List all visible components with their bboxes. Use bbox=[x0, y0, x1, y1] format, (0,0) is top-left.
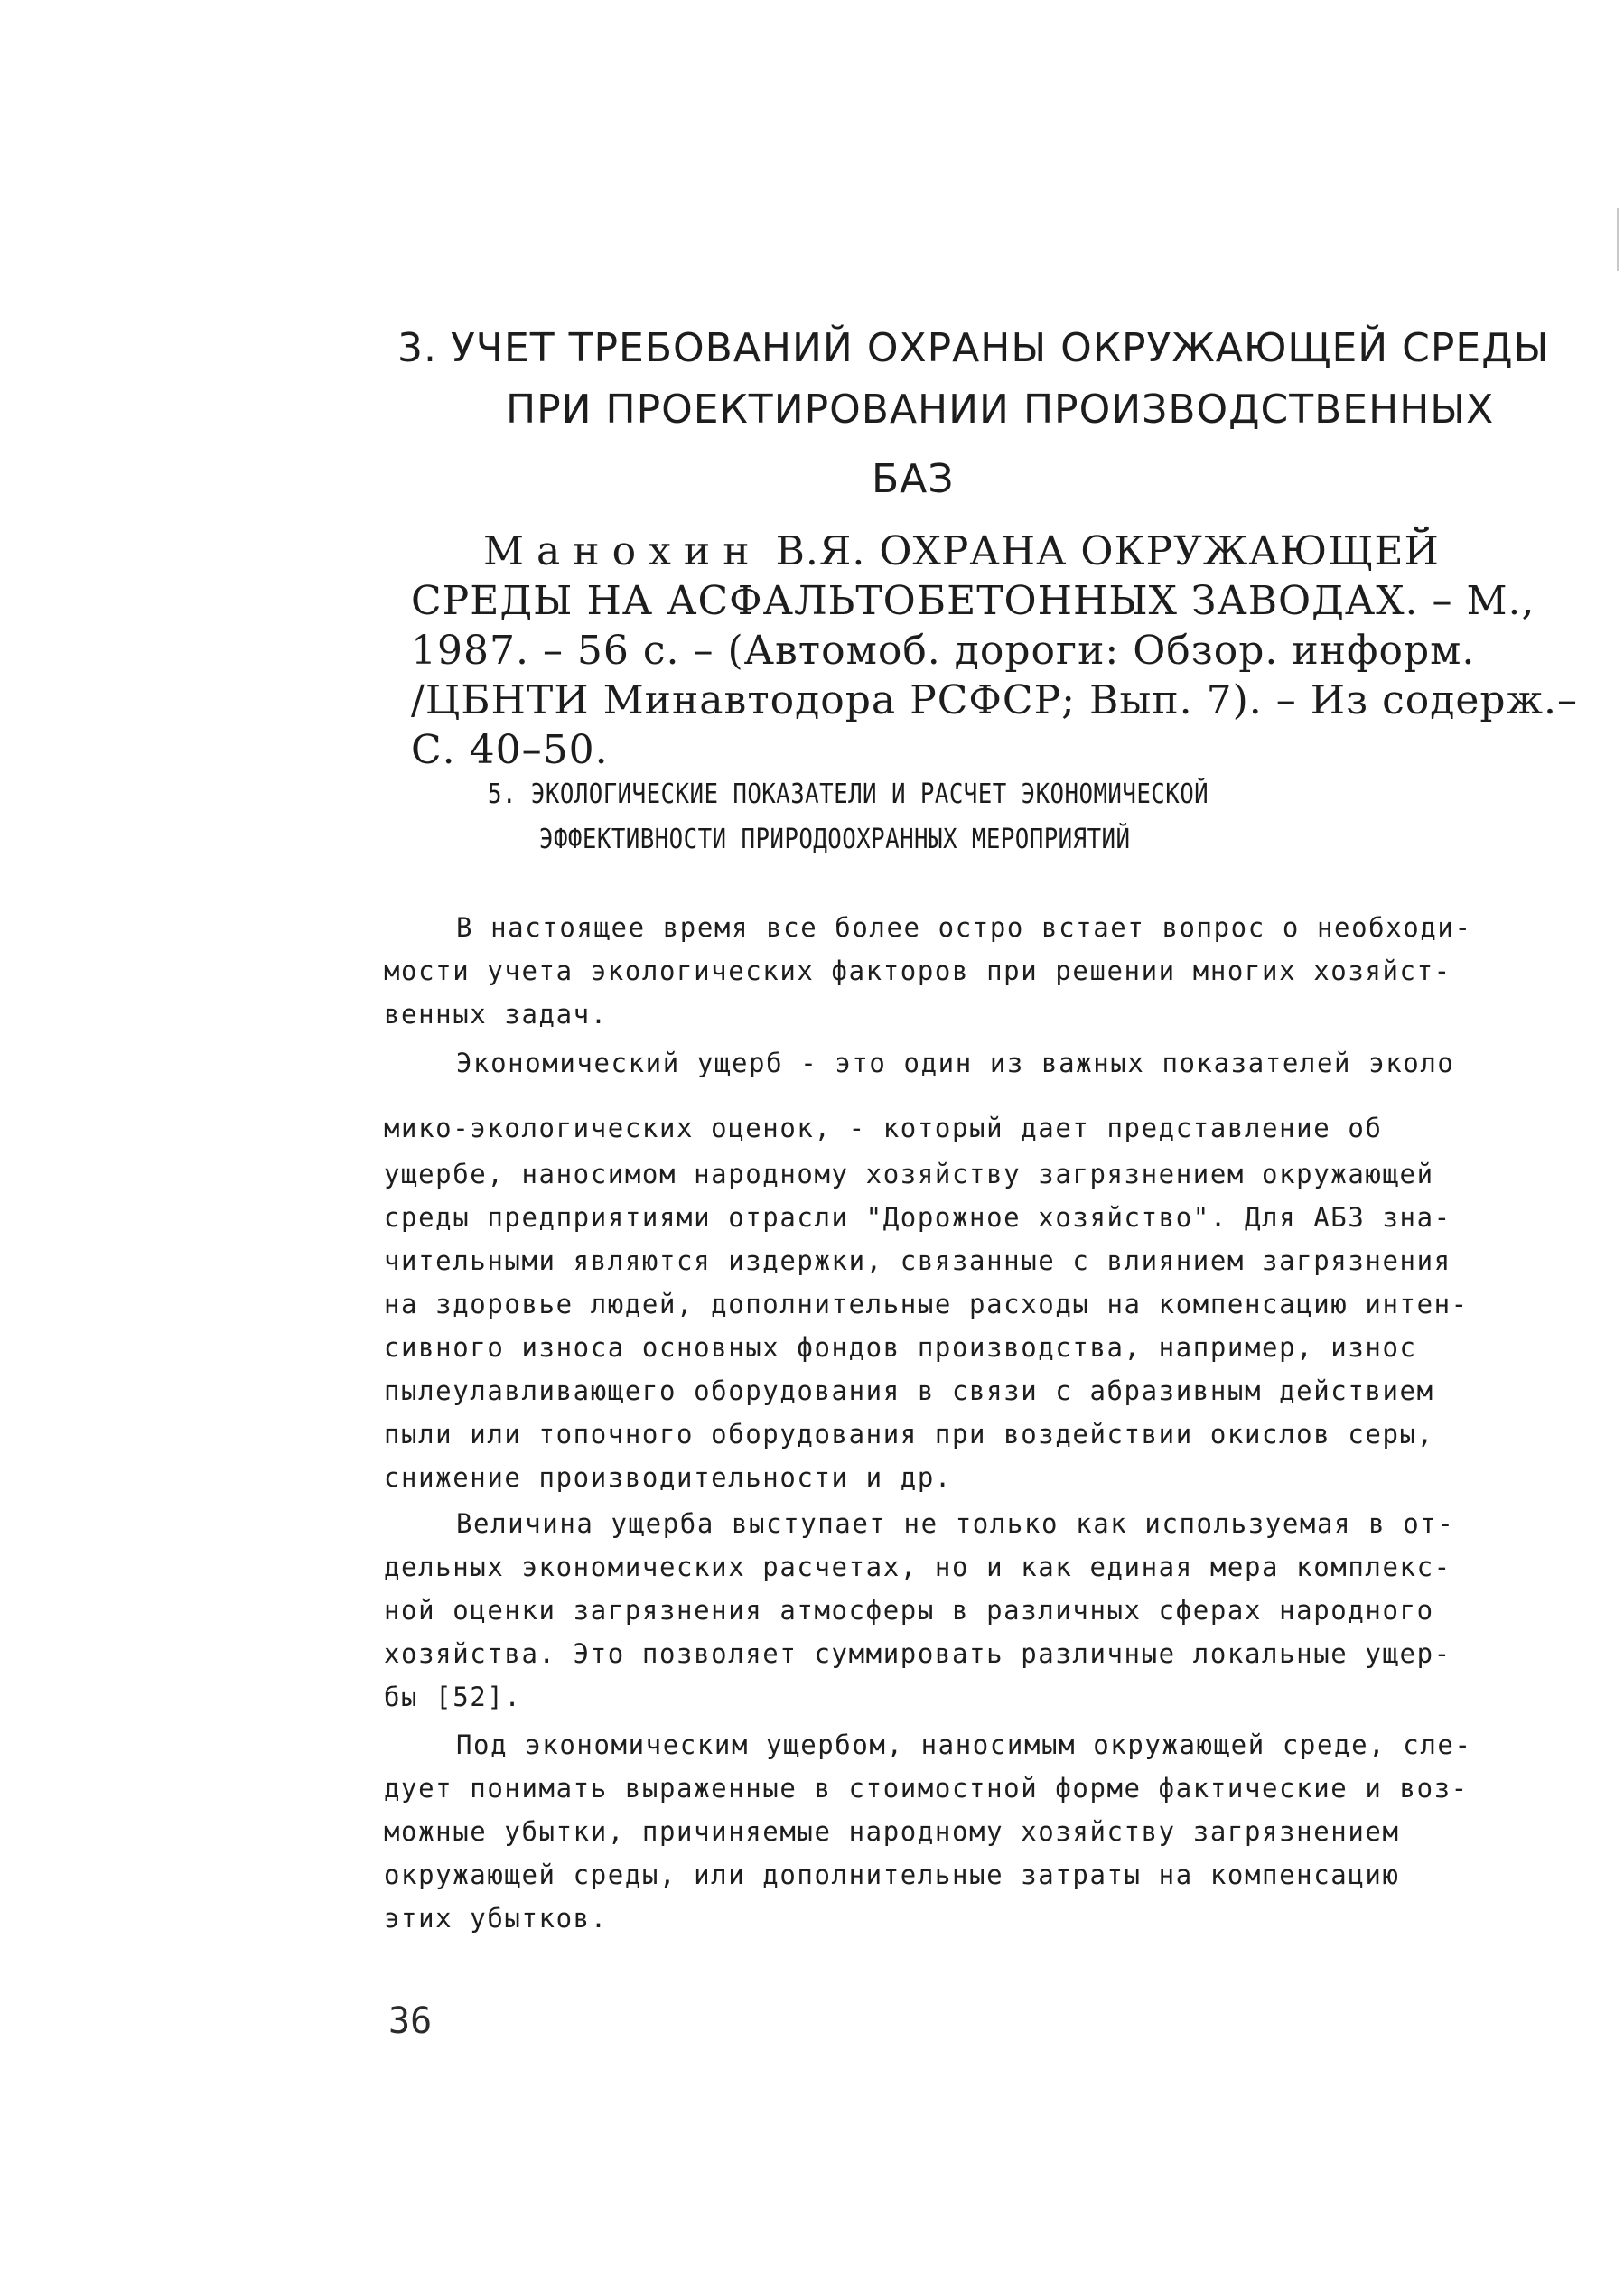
body-line: окружающей среды, или дополнительные затраты на компенсацию bbox=[384, 1860, 1400, 1890]
reference-title-start: В.Я. ОХРАНА ОКРУЖАЮЩЕЙ bbox=[761, 528, 1440, 574]
section-heading-line-1: 3. УЧЕТ ТРЕБОВАНИЙ ОХРАНЫ ОКРУЖАЮЩЕЙ СРЕДЫ bbox=[397, 325, 1550, 371]
body-line: ущербе, наносимом народному хозяйству загрязнением окружающей bbox=[384, 1159, 1434, 1189]
body-line: хозяйства. Это позволяет суммировать различные локальные ущер- bbox=[384, 1638, 1451, 1669]
body-line: венных задач. bbox=[384, 999, 608, 1030]
body-line: среды предприятиями отрасли "Дорожное хозяйство". Для АБЗ зна- bbox=[384, 1202, 1451, 1233]
body-line: мико-экологических оценок, - который дает представление об bbox=[384, 1113, 1383, 1143]
body-line: бы [52]. bbox=[384, 1682, 522, 1712]
body-line: снижение производительности и др. bbox=[384, 1462, 952, 1493]
body-line: дует понимать выраженные в стоимостной форме фактические и воз- bbox=[384, 1773, 1469, 1804]
page-number: 36 bbox=[388, 2000, 433, 2042]
body-line: Величина ущерба выступает не только как используемая в от- bbox=[456, 1508, 1455, 1539]
body-line: чительными являются издержки, связанные с влиянием загрязнения bbox=[384, 1245, 1451, 1276]
body-line: Под экономическим ущербом, наносимым окружающей среде, сле- bbox=[456, 1729, 1472, 1760]
reference-line-5: С. 40–50. bbox=[411, 727, 609, 773]
reference-line-1 bbox=[483, 528, 1440, 574]
body-line: ной оценки загрязнения атмосферы в различных сферах народного bbox=[384, 1595, 1434, 1626]
body-line: сивного износа основных фондов производства, например, износ bbox=[384, 1332, 1417, 1363]
scan-edge-mark bbox=[1617, 208, 1619, 271]
reference-line-3: 1987. – 56 с. – (Автомоб. дороги: Обзор. информ. bbox=[411, 628, 1476, 674]
body-line: мости учета экологических факторов при решении многих хозяйст- bbox=[384, 956, 1451, 986]
body-line: Экономический ущерб - это один из важных показателей эколо bbox=[456, 1048, 1455, 1078]
body-line: пыли или топочного оборудования при воздействии окислов серы, bbox=[384, 1419, 1434, 1450]
body-line: на здоровье людей, дополнительные расходы на компенсацию интен- bbox=[384, 1289, 1469, 1319]
body-line: пылеулавливающего оборудования в связи с абразивным действием bbox=[384, 1375, 1434, 1406]
reference-line-4: /ЦБНТИ Минавтодора РСФСР; Вып. 7). – Из содерж.– bbox=[411, 677, 1579, 723]
reference-line-2: СРЕДЫ НА АСФАЛЬТОБЕТОННЫХ ЗАВОДАХ. – М., bbox=[411, 578, 1535, 624]
chapter-heading-line-1: 5. ЭКОЛОГИЧЕСКИЕ ПОКАЗАТЕЛИ И РАСЧЕТ ЭКОНОМИЧЕСКОЙ bbox=[488, 778, 1209, 810]
reference-author: Манохин bbox=[483, 528, 762, 574]
chapter-heading-line-2: ЭФФЕКТИВНОСТИ ПРИРОДООХРАННЫХ МЕРОПРИЯТИЙ bbox=[539, 824, 1131, 855]
body-line: В настоящее время все более остро встает вопрос о необходи- bbox=[456, 912, 1472, 943]
section-heading-line-3: БАЗ bbox=[872, 456, 955, 502]
body-line: дельных экономических расчетах, но и как единая мера комплекс- bbox=[384, 1552, 1451, 1582]
section-heading-line-2: ПРИ ПРОЕКТИРОВАНИИ ПРОИЗВОДСТВЕННЫХ bbox=[506, 387, 1495, 433]
body-line: этих убытков. bbox=[384, 1903, 608, 1934]
body-line: можные убытки, причиняемые народному хозяйству загрязнением bbox=[384, 1816, 1400, 1847]
